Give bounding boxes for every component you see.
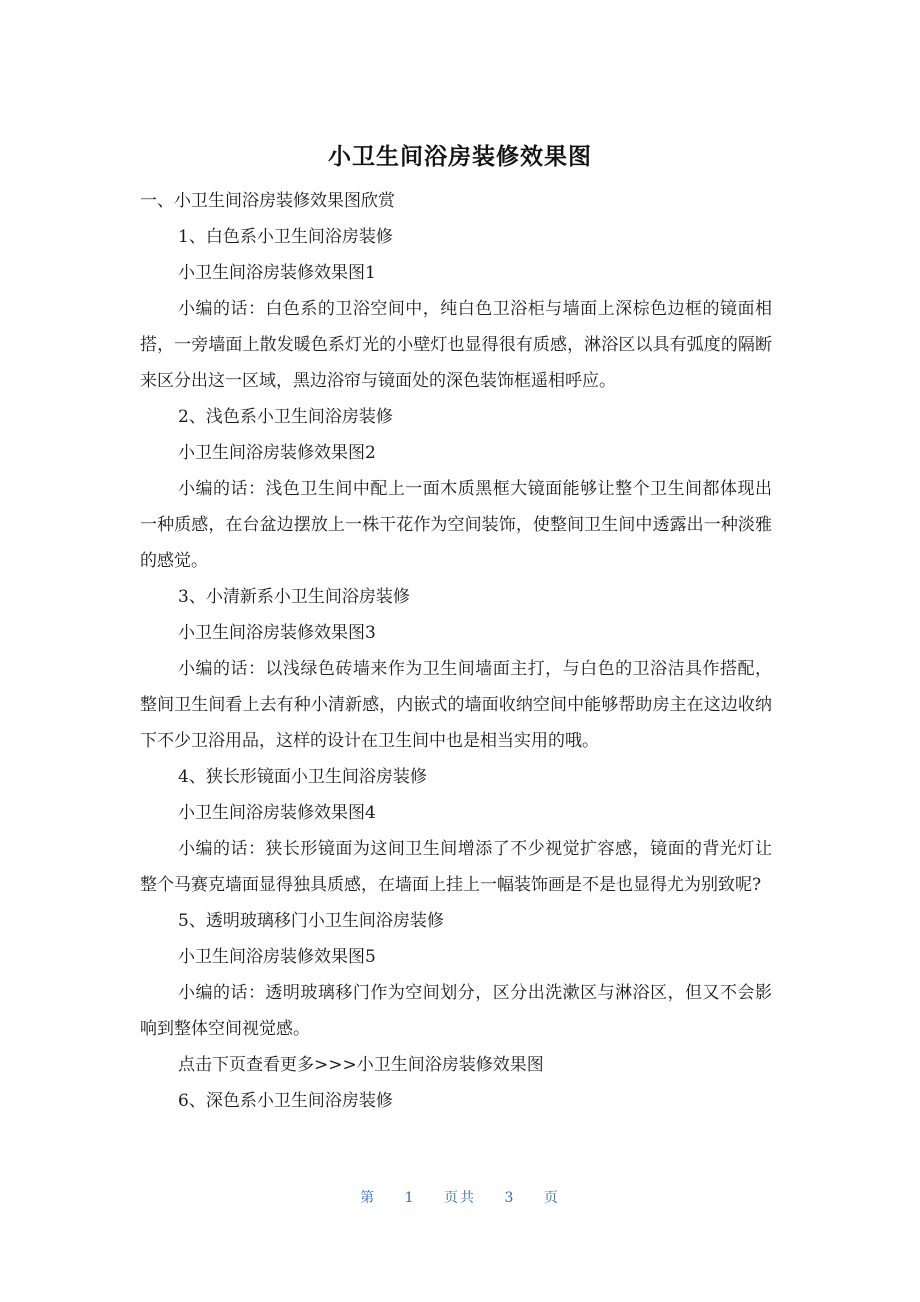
page-title: 小卫生间浴房装修效果图 — [328, 144, 592, 170]
item-heading: 3、小清新系小卫生间浴房装修 — [178, 587, 410, 607]
item-paragraph: 小编的话：透明玻璃移门作为空间划分，区分出洗漱区与淋浴区，但又不会影响到整体空间视觉感。 — [140, 983, 772, 1039]
document-body — [140, 183, 772, 1119]
item-paragraph: 小编的话：狭长形镜面为这间卫生间增添了不少视觉扩容感，镜面的背光灯让整个马赛克墙面显得独具质感，在墙面上挂上一幅装饰画是不是也显得尤为别致呢? — [140, 839, 772, 895]
section-heading: 一、小卫生间浴房装修效果图欣赏 — [140, 191, 395, 211]
item-caption: 小卫生间浴房装修效果图5 — [178, 947, 376, 967]
item-caption: 小卫生间浴房装修效果图1 — [178, 263, 376, 283]
item-heading: 2、浅色系小卫生间浴房装修 — [178, 407, 393, 427]
more-link[interactable]: 点击下页查看更多>>>小卫生间浴房装修效果图 — [178, 1055, 544, 1075]
footer-label-end: 页 — [543, 1190, 560, 1206]
footer-label-of: 页共 — [444, 1190, 476, 1206]
item-caption: 小卫生间浴房装修效果图3 — [178, 623, 376, 643]
item-paragraph: 小编的话：白色系的卫浴空间中，纯白色卫浴柜与墙面上深棕色边框的镜面相搭，一旁墙面上散发暖色系灯光的小壁灯也显得很有质感，淋浴区以具有弧度的隔断来区分出这一区域，黑边浴帘与镜面处的深色装饰框遥相呼应。 — [140, 299, 772, 391]
footer-total-pages: 3 — [504, 1190, 516, 1206]
item-caption: 小卫生间浴房装修效果图4 — [178, 803, 376, 823]
item-heading: 1、白色系小卫生间浴房装修 — [178, 227, 393, 247]
item-heading: 5、透明玻璃移门小卫生间浴房装修 — [178, 911, 444, 931]
item-paragraph: 小编的话：以浅绿色砖墙来作为卫生间墙面主打，与白色的卫浴洁具作搭配，整间卫生间看上去有种小清新感，内嵌式的墙面收纳空间中能够帮助房主在这边收纳下不少卫浴用品，这样的设计在卫生间中也是相当实用的哦。 — [140, 659, 772, 751]
item-heading: 4、狭长形镜面小卫生间浴房装修 — [178, 767, 427, 787]
footer-label-page: 第 — [360, 1190, 377, 1206]
page-footer — [0, 1187, 920, 1207]
item-paragraph: 小编的话：浅色卫生间中配上一面木质黑框大镜面能够让整个卫生间都体现出一种质感，在台盆边摆放上一株干花作为空间装饰，使整间卫生间中透露出一种淡雅的感觉。 — [140, 479, 772, 571]
item-heading: 6、深色系小卫生间浴房装修 — [178, 1091, 393, 1111]
item-caption: 小卫生间浴房装修效果图2 — [178, 443, 376, 463]
footer-current-page: 1 — [404, 1190, 416, 1206]
